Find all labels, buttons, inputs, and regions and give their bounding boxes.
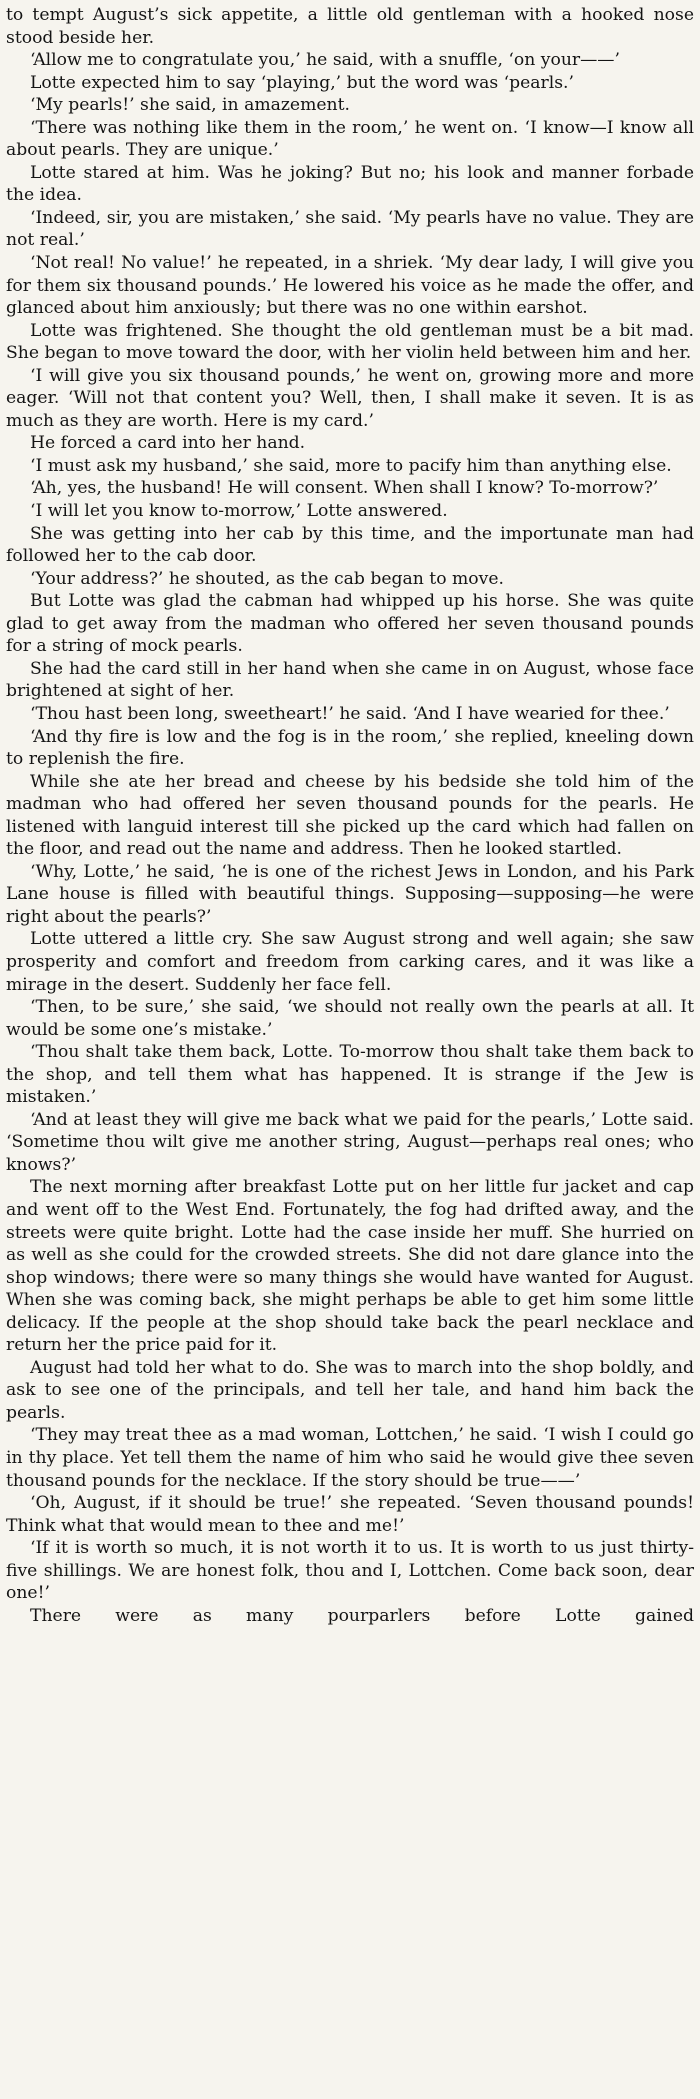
paragraph: The next morning after breakfast Lotte put on her little fur jacket and cap and went off to the West End. Fortunately, the fog had drifted away, and the streets were quite bright. Lotte had the case inside her muff. She hurried on as well as she could for the crowded streets. She did not dare glance into the shop windows; there were so many things she would have wanted for August. When she was coming back, she might perhaps be able to get him some little delicacy. If the people at the shop should take back the pearl necklace and return her the price paid for it. <box>6 1177 694 1356</box>
paragraph: ‘Not real! No value!’ he repeated, in a shriek. ‘My dear lady, I will give you for them six thousand pounds.’ He lowered his voice as he made the offer, and glanced about him anxiously; but there was no one within earshot. <box>6 253 694 319</box>
paragraph: ‘And thy fire is low and the fog is in the room,’ she replied, kneeling down to replenish the fire. <box>6 726 694 770</box>
paragraph: ‘There was nothing like them in the room,’ he went on. ‘I know—I know all about pearls. They are unique.’ <box>6 117 694 161</box>
paragraph: ‘They may treat thee as a mad woman, Lottchen,’ he said. ‘I wish I could go in thy place. Yet tell them the name of him who said he would give thee seven thousand pounds for the necklace. If the story should be true——’ <box>6 1425 694 1491</box>
paragraph: ‘Indeed, sir, you are mistaken,’ she said. ‘My pearls have no value. They are not real.’ <box>6 207 694 251</box>
paragraph: ‘I will let you know to-morrow,’ Lotte answered. <box>30 501 448 522</box>
paragraph: ‘Then, to be sure,’ she said, ‘we should not really own the pearls at all. It would be some one’s mistake.’ <box>6 997 694 1040</box>
paragraph: to tempt August’s sick appetite, a little old gentleman with a hooked nose stood beside her. <box>6 5 694 48</box>
paragraph: ‘Why, Lotte,’ he said, ‘he is one of the richest Jews in London, and his Park Lane house is filled with beautiful things. Supposing—supposing—he were right about the pearls?’ <box>6 861 694 927</box>
paragraph: August had told her what to do. She was to march into the shop boldly, and ask to see one of the principals, and tell her tale, and hand him back the pearls. <box>6 1357 694 1423</box>
paragraph: But Lotte was glad the cabman had whipped up his horse. She was quite glad to get away from the madman who offered her seven thousand pounds for a string of mock pearls. <box>6 591 694 657</box>
paragraph: Lotte uttered a little cry. She saw August strong and well again; she saw prosperity and comfort and freedom from carking cares, and it was like a mirage in the desert. Suddenly her face fell. <box>6 929 694 995</box>
paragraph: ‘Allow me to congratulate you,’ he said, with a snuffle, ‘on your——’ <box>30 50 620 71</box>
paragraph: ‘Your address?’ he shouted, as the cab began to move. <box>30 568 504 589</box>
paragraph: Lotte was frightened. She thought the old gentleman must be a bit mad. She began to move toward the door, with her violin held between him and her. <box>6 320 694 364</box>
paragraph: Lotte stared at him. Was he joking? But no; his look and manner forbade the idea. <box>6 162 694 206</box>
paragraph: ‘If it is worth so much, it is not worth it to us. It is worth to us just thirty-five shillings. We are honest folk, thou and I, Lottchen. Come back soon, dear one!’ <box>6 1538 694 1604</box>
paragraph: ‘I must ask my husband,’ she said, more to pacify him than anything else. <box>30 455 672 476</box>
paragraph: He forced a card into her hand. <box>30 433 306 454</box>
paragraph: ‘Oh, August, if it should be true!’ she repeated. ‘Seven thousand pounds! Think what that would mean to thee and me!’ <box>6 1493 694 1536</box>
paragraph: ‘My pearls!’ she said, in amazement. <box>30 95 350 116</box>
paragraph: She was getting into her cab by this time, and the importunate man had followed her to the cab door. <box>6 523 694 567</box>
paragraph: ‘I will give you six thousand pounds,’ he went on, growing more and more eager. ‘Will not that content you? Well, then, I shall make it seven. It is as much as they are worth. Here is my card.’ <box>6 365 694 431</box>
paragraph: ‘Thou hast been long, sweetheart!’ he said. ‘And I have wearied for thee.’ <box>30 703 670 724</box>
paragraph: Lotte expected him to say ‘playing,’ but the word was ‘pearls.’ <box>30 72 574 93</box>
paragraph: There were as many pourparlers before Lotte gained <box>30 1605 694 1626</box>
paragraph: ‘Ah, yes, the husband! He will consent. When shall I know? To-morrow?’ <box>30 478 659 499</box>
paragraph: While she ate her bread and cheese by his bedside she told him of the madman who had offered her seven thousand pounds for the pearls. He listened with languid interest till she picked up the card which had fallen on the floor, and read out the name and address. Then he looked startled. <box>6 771 694 860</box>
paragraph: She had the card still in her hand when she came in on August, whose face brightened at sight of her. <box>6 658 694 702</box>
paragraph: ‘Thou shalt take them back, Lotte. To-morrow thou shalt take them back to the shop, and tell them what has happened. It is strange if the Jew is mistaken.’ <box>6 1042 694 1108</box>
paragraph: ‘And at least they will give me back what we paid for the pearls,’ Lotte said. ‘Sometime thou wilt give me another string, August—perhaps real ones; who knows?’ <box>6 1109 694 1175</box>
